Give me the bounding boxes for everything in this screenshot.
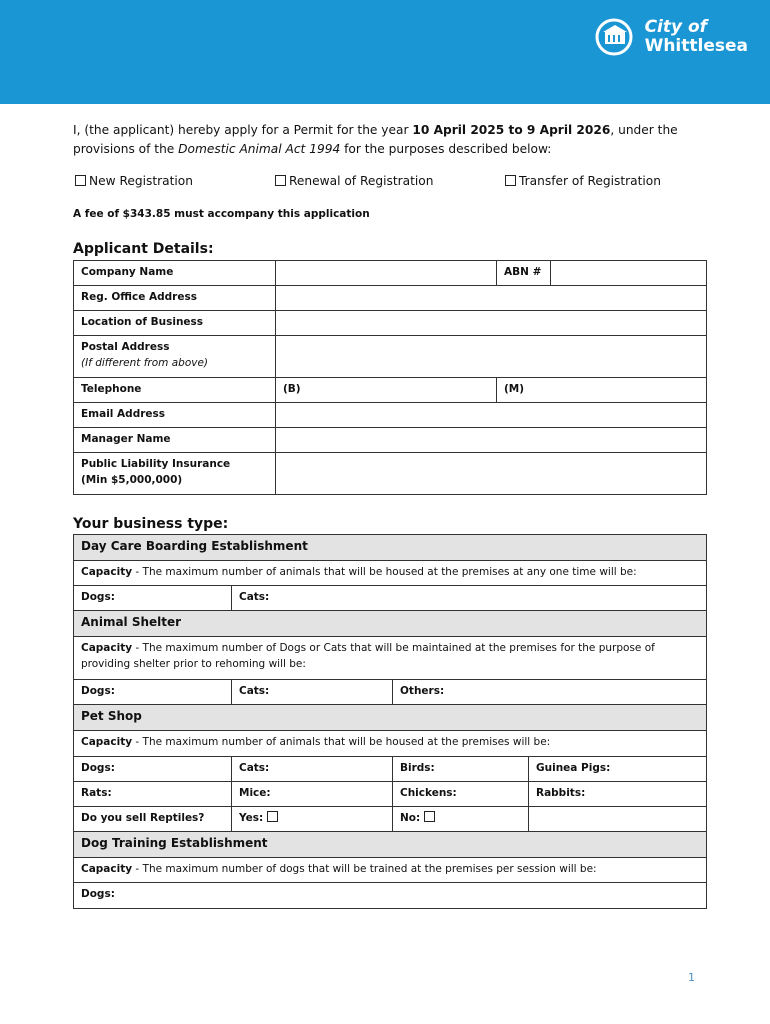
checkbox-icon[interactable] [75, 175, 86, 186]
postal-field[interactable] [276, 336, 707, 378]
reg-office-label: Reg. Office Address [74, 286, 276, 311]
training-capacity: Capacity - The maximum number of dogs that will be trained at the premises per session will be: [74, 858, 707, 883]
reptiles-yes-option[interactable]: Yes: [232, 807, 393, 832]
petshop-chickens-field[interactable]: Chickens: [393, 782, 529, 807]
email-label: Email Address [74, 403, 276, 428]
reptiles-no-option[interactable]: No: [393, 807, 529, 832]
reg-office-field[interactable] [276, 286, 707, 311]
training-heading: Dog Training Establishment [74, 832, 707, 858]
fee-notice: A fee of $343.85 must accompany this application [73, 208, 370, 220]
petshop-rats-field[interactable]: Rats: [74, 782, 232, 807]
city-emblem-icon [593, 16, 639, 58]
company-name-field[interactable] [276, 261, 497, 286]
page-number: 1 [688, 971, 695, 984]
location-field[interactable] [276, 311, 707, 336]
petshop-mice-field[interactable]: Mice: [232, 782, 393, 807]
page-header [0, 0, 770, 104]
location-label: Location of Business [74, 311, 276, 336]
petshop-rabbits-field[interactable]: Rabbits: [529, 782, 707, 807]
email-field[interactable] [276, 403, 707, 428]
telephone-mobile-field[interactable]: (M) [497, 378, 707, 403]
abn-label: ABN # [497, 261, 551, 286]
shelter-others-field[interactable]: Others: [393, 680, 707, 705]
petshop-cats-field[interactable]: Cats: [232, 757, 393, 782]
daycare-cats-field[interactable]: Cats: [232, 586, 707, 611]
permit-year: 10 April 2025 to 9 April 2026 [412, 123, 611, 137]
petshop-dogs-field[interactable]: Dogs: [74, 757, 232, 782]
petshop-capacity: Capacity - The maximum number of animals that will be housed at the premises will be: [74, 731, 707, 757]
petshop-heading: Pet Shop [74, 705, 707, 731]
insurance-field[interactable] [276, 453, 707, 495]
checkbox-icon[interactable] [505, 175, 516, 186]
applicant-details-title: Applicant Details: [73, 241, 214, 257]
insurance-label: Public Liability Insurance (Min $5,000,000) [74, 453, 276, 495]
checkbox-icon[interactable] [275, 175, 286, 186]
act-name: Domestic Animal Act 1994 [178, 142, 341, 156]
option-new-registration[interactable]: New Registration [75, 174, 193, 188]
option-transfer-registration[interactable]: Transfer of Registration [505, 174, 661, 188]
daycare-capacity: Capacity - The maximum number of animals that will be housed at the premises at any one time will be: [74, 561, 707, 586]
daycare-dogs-field[interactable]: Dogs: [74, 586, 232, 611]
shelter-dogs-field[interactable]: Dogs: [74, 680, 232, 705]
shelter-heading: Animal Shelter [74, 611, 707, 637]
applicant-details-table [73, 260, 707, 495]
telephone-business-field[interactable]: (B) [276, 378, 497, 403]
reptiles-empty-cell [529, 807, 707, 832]
city-logo [593, 16, 748, 58]
company-name-label: Company Name [74, 261, 276, 286]
manager-label: Manager Name [74, 428, 276, 453]
logo-line-1: City of [644, 17, 708, 37]
telephone-label: Telephone [74, 378, 276, 403]
petshop-guinea-field[interactable]: Guinea Pigs: [529, 757, 707, 782]
abn-field[interactable] [551, 261, 707, 286]
training-dogs-field[interactable]: Dogs: [74, 883, 707, 909]
checkbox-icon[interactable] [267, 811, 278, 822]
shelter-capacity: Capacity - The maximum number of Dogs or Cats that will be maintained at the premises for the purpose of providing shelter prior to rehoming will be: [74, 637, 707, 680]
business-type-title: Your business type: [73, 516, 229, 532]
manager-field[interactable] [276, 428, 707, 453]
intro-paragraph: I, (the applicant) hereby apply for a Permit for the year 10 April 2025 to 9 April 2026, under the provisions of the Domestic Animal Act 1994 for the purposes described below: [73, 123, 678, 156]
shelter-cats-field[interactable]: Cats: [232, 680, 393, 705]
business-type-table [73, 534, 707, 909]
postal-note: (If different from above) [81, 357, 209, 369]
petshop-birds-field[interactable]: Birds: [393, 757, 529, 782]
reptiles-label: Do you sell Reptiles? [74, 807, 232, 832]
daycare-heading: Day Care Boarding Establishment [74, 535, 707, 561]
checkbox-icon[interactable] [424, 811, 435, 822]
option-renewal-registration[interactable]: Renewal of Registration [275, 174, 433, 188]
logo-line-2: Whittlesea [644, 36, 748, 56]
postal-label: Postal Address (If different from above) [74, 336, 276, 378]
